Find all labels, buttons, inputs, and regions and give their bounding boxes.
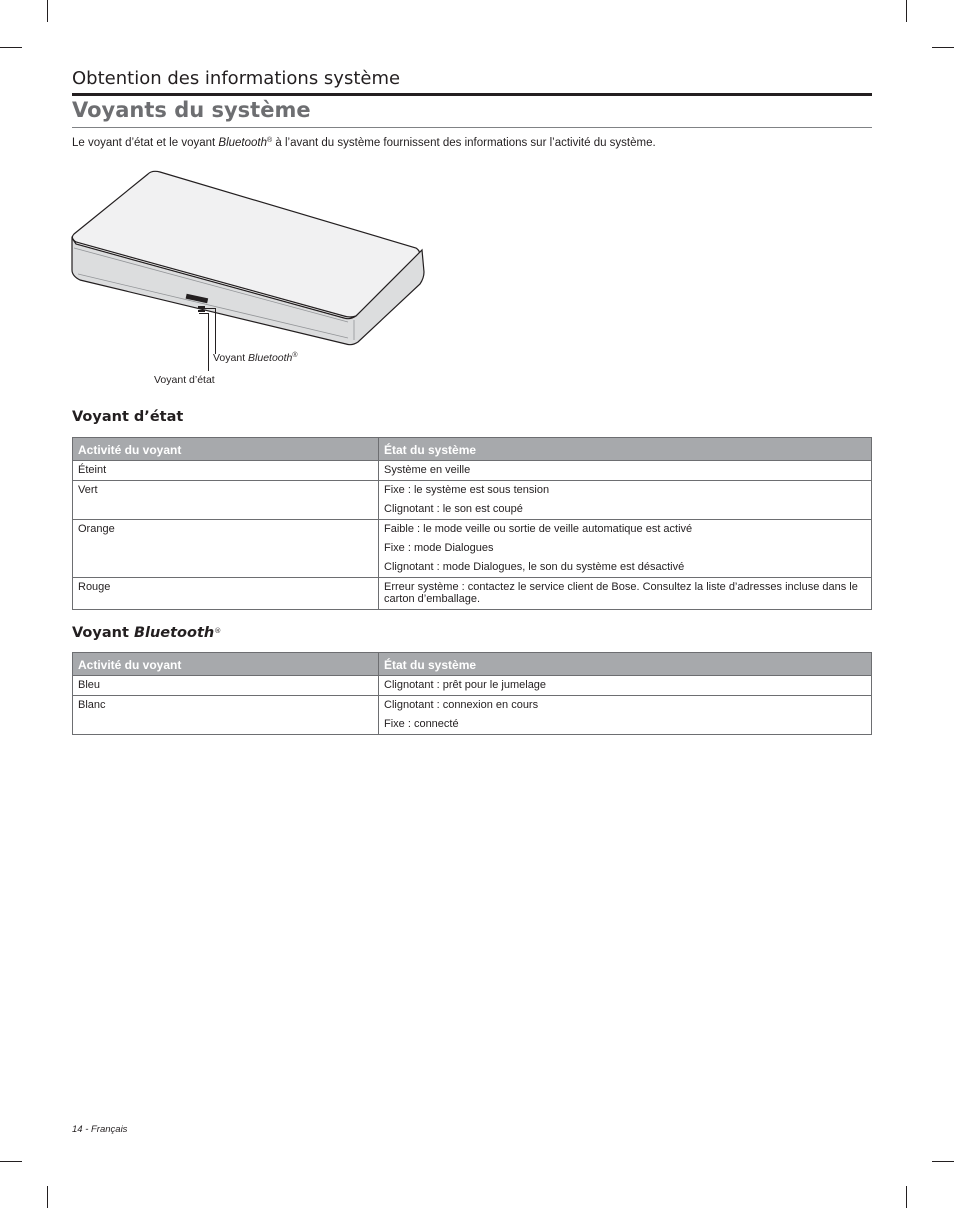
activity-cell: Orange xyxy=(73,520,379,578)
state-cell: Fixe : le système est sous tension Clignotant : le son est coupé xyxy=(379,481,872,520)
table-row xyxy=(73,676,872,696)
status-section-title: Voyant d’état xyxy=(72,409,184,425)
table-row xyxy=(73,481,872,520)
state-cell: Faible : le mode veille ou sortie de veille automatique est activé Fixe : mode Dialogues Clignotant : mode Dialogues, le son du système est désactivé xyxy=(379,520,872,578)
crop-mark xyxy=(47,0,48,22)
status-callout-line xyxy=(208,313,209,371)
section-title: Voyants du système xyxy=(72,98,311,122)
chapter-title: Obtention des informations système xyxy=(72,68,401,89)
activity-cell: Blanc xyxy=(73,696,379,735)
bluetooth-section-title: Voyant Bluetooth® xyxy=(72,625,222,641)
table-row xyxy=(73,696,872,735)
column-header: État du système xyxy=(379,653,872,676)
crop-mark xyxy=(906,0,907,22)
crop-mark xyxy=(932,47,954,48)
state-cell: Erreur système : contactez le service client de Bose. Consultez la liste d’adresses incluse dans le carton d’emballage. xyxy=(379,578,872,610)
column-header: État du système xyxy=(379,438,872,461)
section-rule xyxy=(72,127,872,128)
table-header-row xyxy=(73,653,872,676)
soundbar-illustration xyxy=(68,166,428,352)
state-cell: Clignotant : connexion en cours Fixe : connecté xyxy=(379,696,872,735)
activity-cell: Vert xyxy=(73,481,379,520)
bluetooth-table xyxy=(72,652,872,735)
activity-cell: Rouge xyxy=(73,578,379,610)
status-table xyxy=(72,437,872,610)
table-row xyxy=(73,578,872,610)
column-header: Activité du voyant xyxy=(73,653,379,676)
state-cell: Système en veille xyxy=(379,461,872,481)
table-row xyxy=(73,461,872,481)
column-header: Activité du voyant xyxy=(73,438,379,461)
table-header-row xyxy=(73,438,872,461)
table-row xyxy=(73,520,872,578)
bluetooth-indicator-label: Voyant Bluetooth® xyxy=(213,352,298,364)
activity-cell: Bleu xyxy=(73,676,379,696)
crop-mark xyxy=(932,1161,954,1162)
intro-paragraph: Le voyant d’état et le voyant Bluetooth® à l’avant du système fournissent des informations sur l’activité du système. xyxy=(72,137,656,149)
bluetooth-callout-line xyxy=(199,308,215,309)
activity-cell: Éteint xyxy=(73,461,379,481)
status-callout-line xyxy=(199,313,208,314)
status-indicator-label: Voyant d’état xyxy=(154,374,215,386)
chapter-rule xyxy=(72,93,872,96)
crop-mark xyxy=(47,1186,48,1208)
bluetooth-callout-line xyxy=(215,308,216,354)
state-cell: Clignotant : prêt pour le jumelage xyxy=(379,676,872,696)
crop-mark xyxy=(906,1186,907,1208)
crop-mark xyxy=(0,47,22,48)
page-footer: 14 - Français xyxy=(72,1124,128,1135)
crop-mark xyxy=(0,1161,22,1162)
